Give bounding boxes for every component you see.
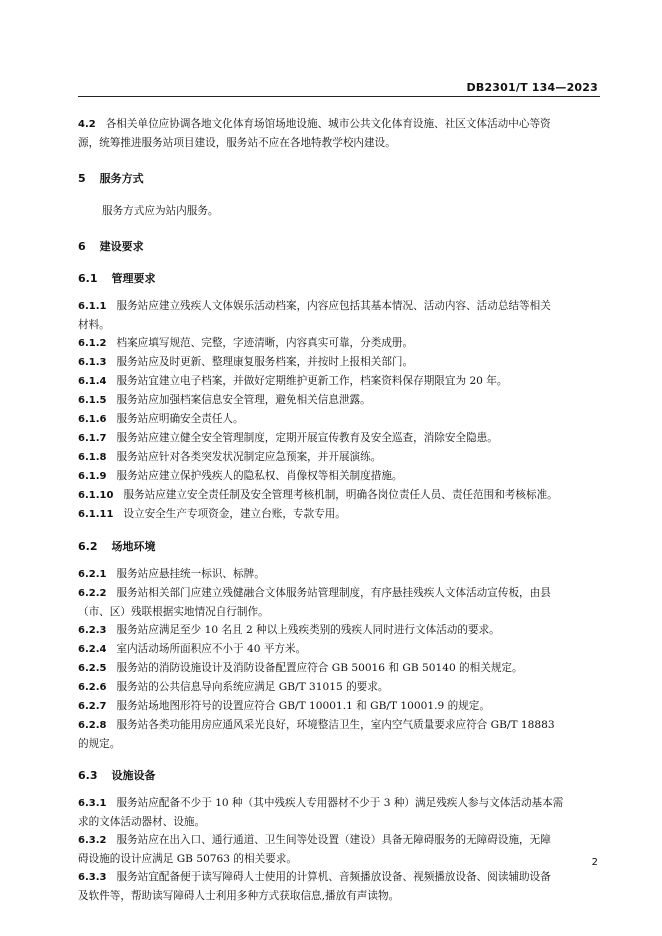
clause-item [78, 372, 600, 391]
clause-text-continued: 材料。 [78, 319, 110, 331]
subsection-heading-6-3 [78, 767, 600, 785]
clause-text: 服务站应满足至少 10 名且 2 种以上残疾类别的残疾人同时进行文体活动的要求。 [116, 624, 500, 636]
clause-text-continued: （市、区）残联根据实地情况自行制作。 [78, 606, 269, 618]
subsection-number: 6.1 [78, 272, 98, 285]
clause-text: 各相关单位应协调各地文化体育场馆场地设施、城市公共文化体育设施、社区文体活动中心等资 [105, 118, 551, 130]
clause-item [78, 584, 600, 603]
section-title: 服务方式 [99, 172, 144, 185]
clause-item [78, 831, 600, 850]
clause-text: 服务站宜建立电子档案，并做好定期维护更新工作，档案资料保存期限宜为 20 年。 [116, 375, 508, 387]
clause-item [78, 868, 600, 887]
clause-number: 6.1.4 [78, 376, 107, 387]
clause-item [78, 486, 600, 505]
clause-text: 服务站应建立残疾人文体娱乐活动档案，内容应包括其基本情况、活动内容、活动总结等相关 [116, 300, 551, 312]
clause-text: 服务站应在出入口、通行通道、卫生间等处设置（建设）具备无障碍服务的无障碍设施，无障 [116, 834, 551, 846]
clause-number: 6.1.9 [78, 471, 107, 482]
clause-number: 6.1.8 [78, 452, 107, 463]
section-heading-5 [78, 170, 600, 188]
subsection-heading-6-1 [78, 270, 600, 288]
clause-number: 6.1.2 [78, 338, 107, 349]
clause-number: 6.2.6 [78, 682, 107, 693]
clause-number: 6.3.2 [78, 835, 107, 846]
page-number: 2 [591, 857, 598, 868]
subsection-number: 6.3 [78, 769, 98, 782]
clause-number: 4.2 [78, 119, 96, 130]
subsection-heading-6-2 [78, 538, 600, 556]
section-title: 建设要求 [99, 240, 144, 253]
clause-text: 服务站宜配备便于读写障碍人士使用的计算机、音频播放设备、视频播放设备、阅读辅助设备 [116, 871, 551, 883]
section-number: 6 [78, 240, 86, 253]
clause-item [78, 334, 600, 353]
clause-list-6-2 [78, 565, 600, 753]
clause-4-2-cont: 源，统筹推进服务站项目建设，服务站不应在各地特教学校内建设。 [78, 137, 396, 149]
clause-text-continued: 求的文体活动器材、设施。 [78, 816, 206, 828]
clause-text: 室内活动场所面积应不小于 40 平方米。 [116, 643, 307, 655]
clause-number: 6.2.2 [78, 588, 107, 599]
clause-number: 6.2.5 [78, 663, 107, 674]
section-5-text: 服务方式应为站内服务。 [102, 205, 219, 217]
clause-item [78, 391, 600, 410]
clause-number: 6.1.3 [78, 357, 107, 368]
clause-item [78, 678, 600, 697]
clause-4-2 [78, 115, 600, 134]
clause-item [78, 505, 600, 524]
clause-text-continued: 及软件等，帮助读写障碍人士利用多种方式获取信息,播放有声读物。 [78, 890, 400, 902]
clause-number: 6.2.8 [78, 720, 107, 731]
clause-number: 6.1.7 [78, 433, 107, 444]
clause-number: 6.2.7 [78, 701, 107, 712]
clause-number: 6.2.4 [78, 644, 107, 655]
subsection-title: 设施设备 [111, 769, 156, 782]
clause-text: 服务站应及时更新、整理康复服务档案，并按时上报相关部门。 [116, 356, 414, 368]
clause-item [78, 659, 600, 678]
clause-text: 档案应填写规范、完整，字迹清晰，内容真实可靠，分类成册。 [116, 337, 414, 349]
clause-text: 服务站应针对各类突发状况制定应急预案，并开展演练。 [116, 451, 382, 463]
clause-text: 服务站应明确安全责任人。 [116, 413, 244, 425]
clause-item [78, 353, 600, 372]
clause-item [78, 297, 600, 316]
section-heading-6 [78, 238, 600, 256]
header-rule [78, 96, 600, 97]
clause-number: 6.3.1 [78, 798, 107, 809]
clause-item [78, 410, 600, 429]
document-code: DB2301/T 134—2023 [466, 81, 598, 94]
subsection-title: 场地环境 [111, 540, 156, 553]
clause-number: 6.1.11 [78, 509, 114, 520]
subsection-title: 管理要求 [111, 272, 156, 285]
clause-text: 服务站各类功能用房应通风采光良好，环境整洁卫生，室内空气质量要求应符合 GB/T 18883 [116, 719, 555, 731]
clause-text: 服务站应建立健全安全管理制度，定期开展宣传教育及安全巡查，消除安全隐患。 [116, 432, 498, 444]
clause-item [78, 621, 600, 640]
clause-number: 6.1.6 [78, 414, 107, 425]
clause-text: 设立安全生产专项资金，建立台账，专款专用。 [123, 508, 346, 520]
document-body [78, 106, 600, 905]
clause-text: 服务站相关部门应建立残健融合文体服务站管理制度，有序悬挂残疾人文体活动宣传板，由县 [116, 587, 551, 599]
clause-list-6-1 [78, 297, 600, 524]
clause-number: 6.2.3 [78, 625, 107, 636]
section-number: 5 [78, 172, 86, 185]
clause-item [78, 640, 600, 659]
clause-item [78, 716, 600, 735]
clause-text: 服务站应建立安全责任制及安全管理考核机制，明确各岗位责任人员、责任范围和考核标准。 [123, 489, 558, 501]
clause-text: 服务站应建立保护残疾人的隐私权、肖像权等相关制度措施。 [116, 470, 403, 482]
clause-number: 6.2.1 [78, 569, 107, 580]
clause-number: 6.1.10 [78, 490, 114, 501]
clause-text: 服务站应配备不少于 10 种（其中残疾人专用器材不少于 3 种）满足残疾人参与文体活动基本需 [116, 797, 564, 809]
clause-item [78, 697, 600, 716]
clause-text-continued: 碍设施的设计应满足 GB 50763 的相关要求。 [78, 853, 297, 865]
clause-item [78, 794, 600, 813]
clause-item [78, 448, 600, 467]
clause-text-continued: 的规定。 [78, 738, 121, 750]
clause-number: 6.3.3 [78, 872, 107, 883]
clause-text: 服务站场地图形符号的设置应符合 GB/T 10001.1 和 GB/T 10001.9 的规定。 [116, 700, 490, 712]
subsection-number: 6.2 [78, 540, 98, 553]
clause-number: 6.1.1 [78, 301, 107, 312]
clause-item [78, 565, 600, 584]
clause-text: 服务站应悬挂统一标识、标牌。 [116, 568, 265, 580]
clause-text: 服务站的公共信息导向系统应满足 GB/T 31015 的要求。 [116, 681, 389, 693]
clause-list-6-3 [78, 794, 600, 905]
clause-text: 服务站应加强档案信息安全管理，避免相关信息泄露。 [116, 394, 371, 406]
clause-item [78, 467, 600, 486]
clause-text: 服务站的消防设施设计及消防设备配置应符合 GB 50016 和 GB 50140 的相关规定。 [116, 662, 523, 674]
clause-item [78, 429, 600, 448]
clause-number: 6.1.5 [78, 395, 107, 406]
